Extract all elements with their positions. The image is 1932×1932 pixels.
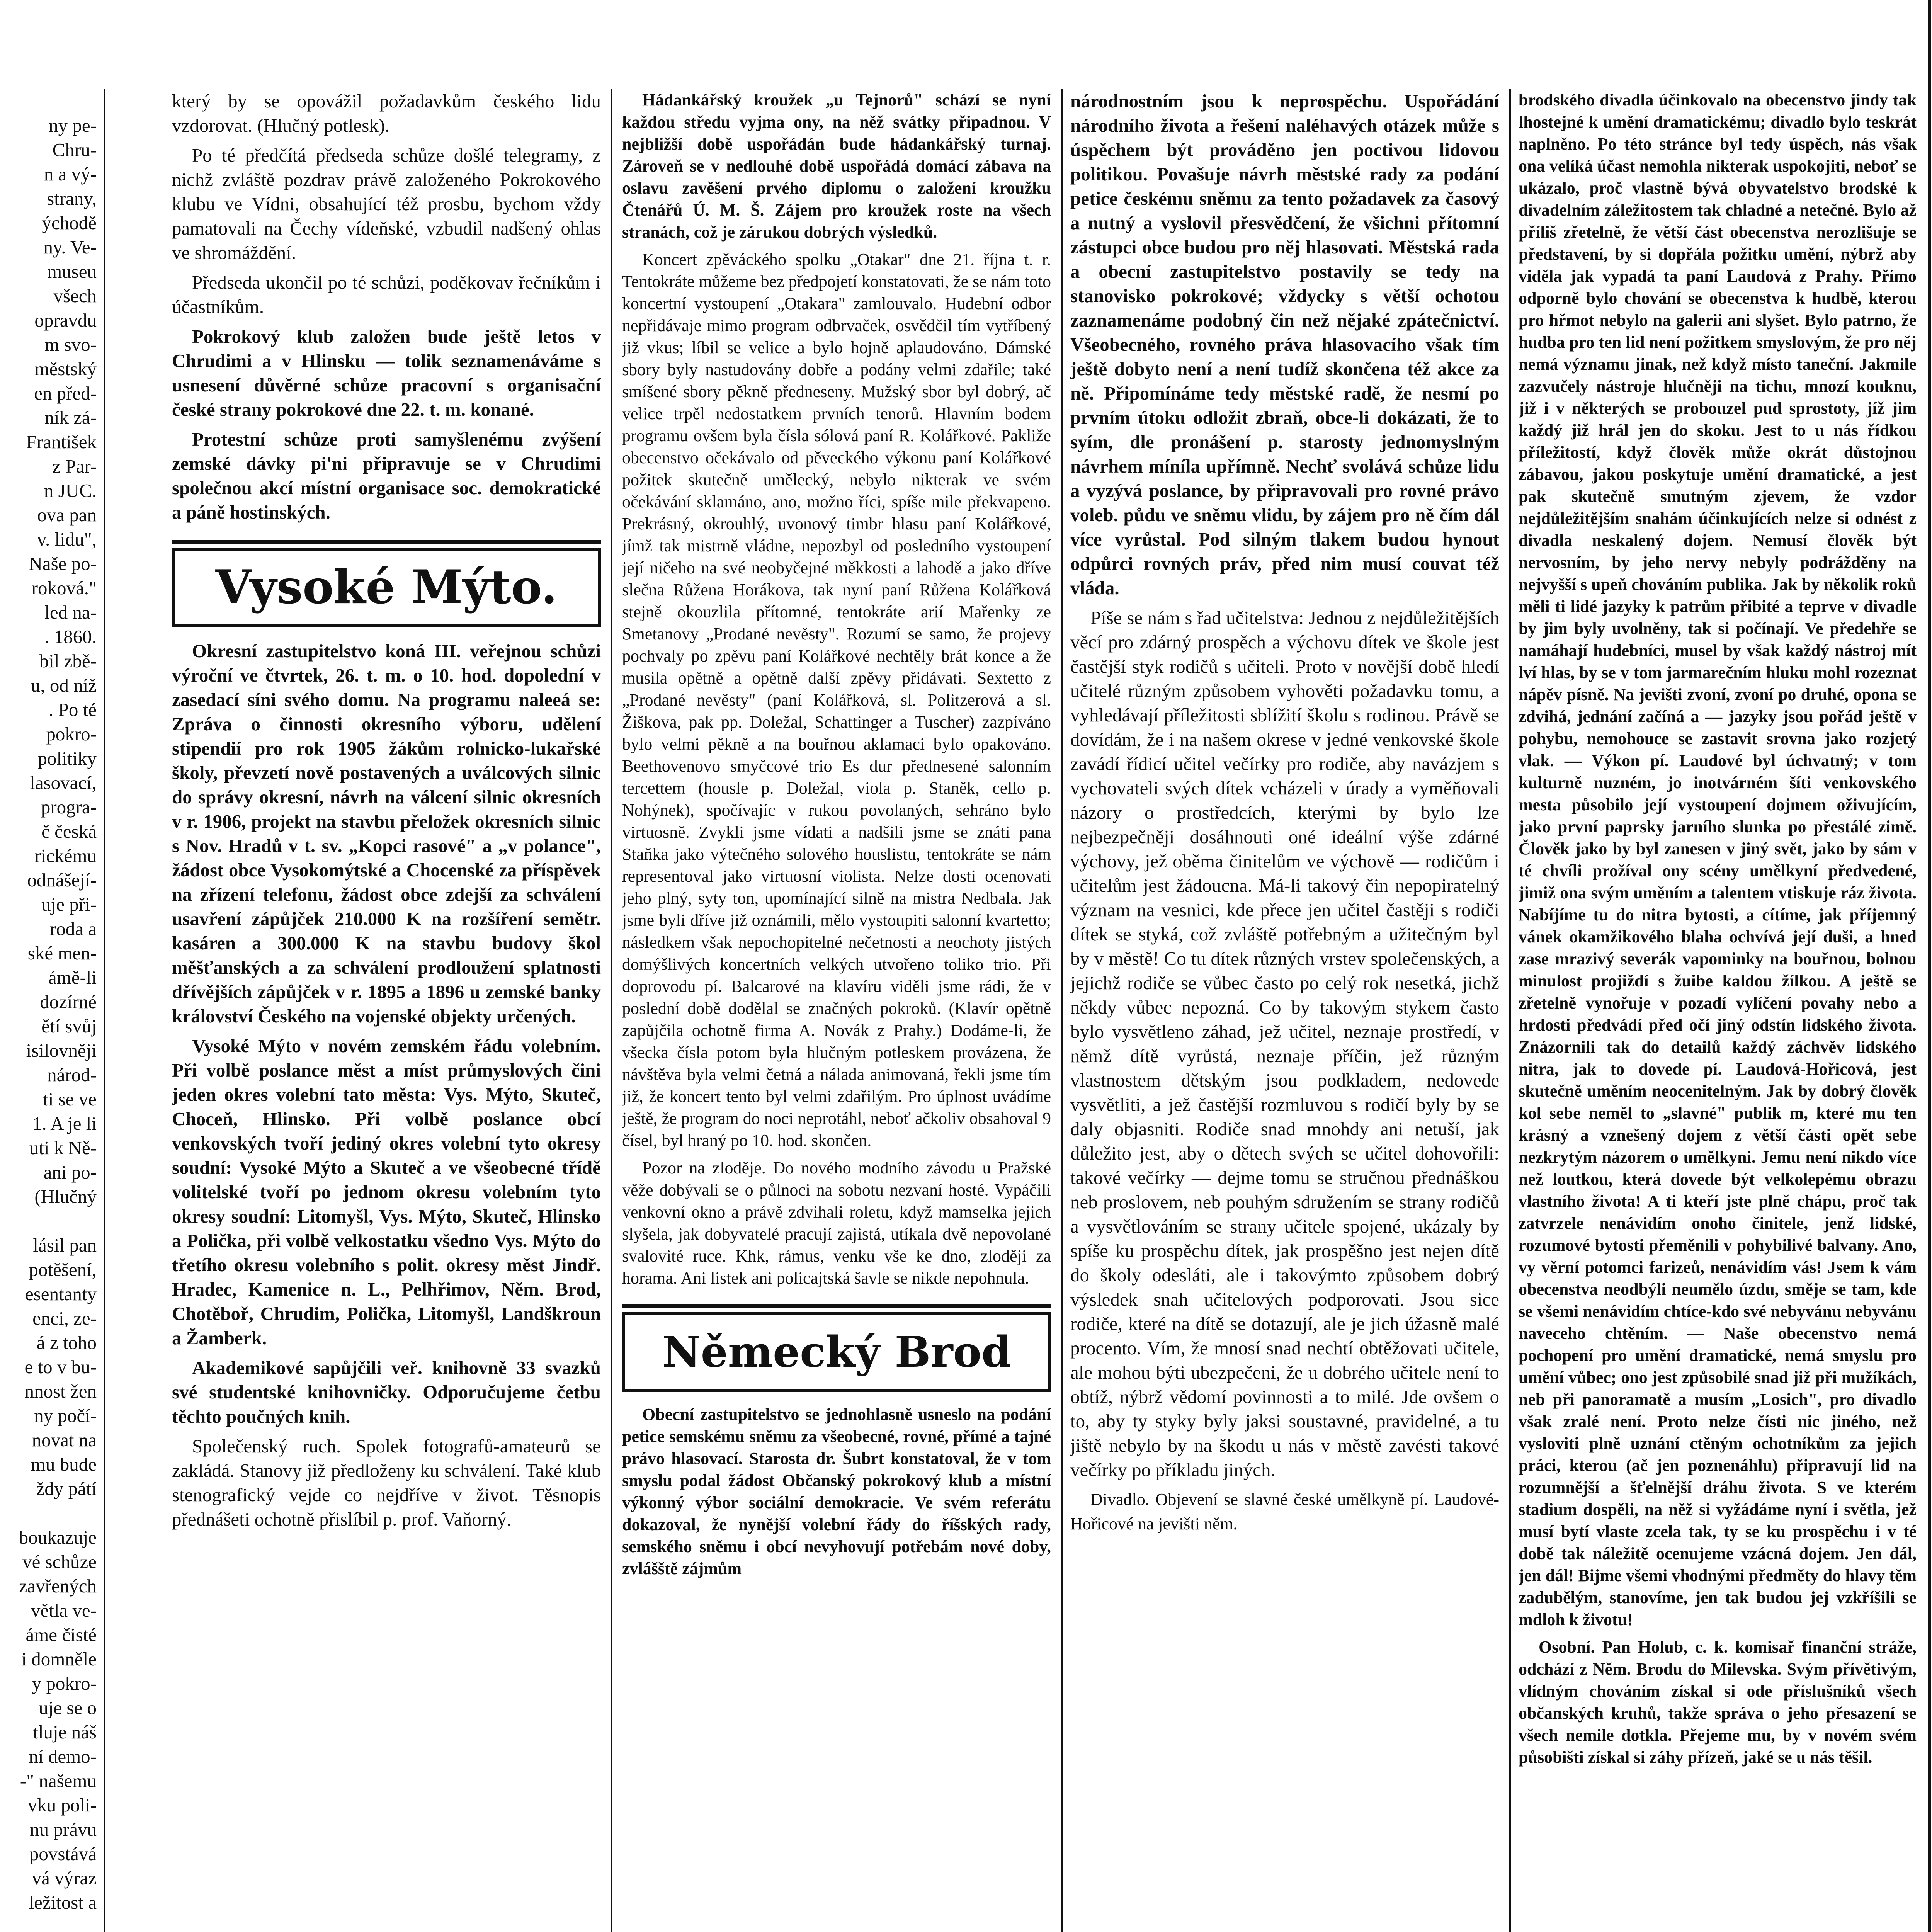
fragment-line: uti k Ně- [29,1137,97,1158]
fragment-line: lasovací, [30,772,97,793]
fragment-line: e to v bu- [24,1356,97,1378]
fragment-line: novat na [32,1429,97,1451]
fragment-line: lásil pan [33,1235,97,1256]
fragment-line: ské men- [27,942,97,964]
fragment-line: (Hlučný [34,1186,97,1207]
fragment-line: ny. Ve- [43,236,97,258]
article-paragraph: Společenský ruch. Spolek fotografů-amateurů se zakládá. Stanovy již předloženy ku schválení. Také klub stenografický vejde co nejdříve v život. Těsnopis přednášeti ochotně přislíbil p. prof. Vaňorný. [172,1435,601,1530]
fragment-line: ti se ve [43,1088,97,1110]
column-rule [1061,89,1063,1932]
fragment-line: ždy pátí [36,1478,97,1499]
article-paragraph: Osobní. Pan Holub, c. k. komisař finanční stráže, odchází z Něm. Brodu do Milevska. Svým přívětivým, vlídným chováním získal si ode příslušníků všech občanských kruhů, takže správa o jeho přesazení se všech nemile dotkla. Přejeme mu, by v novém svém působišti získal si záhy přízeň, jaké se u nás těšil. [1519,1638,1917,1767]
fragment-line: potěšení, [29,1259,97,1280]
article-paragraph: Vysoké Mýto v novém zemském řádu volebním. Při volbě poslance měst a míst průmyslových čini jeden okres volební tato města: Vys. Mýto, Skuteč, Choceň, Hlinsko. Při volbě poslance obcí venkovských tvoří jediný okres volební tyto okresy soudní: Vysoké Mýto a Skuteč a ve všeobecné třídě volitelské tvoří po jednom okresu volebním tyto okresy soudní: Litomyšl, Vys. Mýto, Skuteč, Hlinsko a Polička, při volbě velkostatku všedno Vys. Mýto do třetího okresu volebního s polit. okresy měst Jindř. Hradec, Kamenice n. L., Pelhřimov, Něm. Brod, Chotěboř, Chrudim, Polička, Litomyšl, Landškroun a Žamberk. [172,1035,601,1349]
article-paragraph: brodského divadla účinkovalo na obecenstvo jindy tak lhostejné k umění dramatickému; divadlo bylo teskrát naplněno. Po této stránce byl tedy úspěch, nás však ona velíká účast nemohla nikterak uspokojiti, neboť se ukázalo, proč vlastně bývá obyvatelstvo brodské k divadelním záležitostem tak chladné a netečné. Bylo až příliš zřetelně, že větší část obecenstva nerozlišuje se představení, by si dopřála požitku umění, nýbrž aby viděla jak vypadá ta paní Laudová z Prahy. Přímo odporně bylo chování se obecenstva k hudbě, kterou pro hřmot nebylo na galerii ani slyšet. Bylo patrno, že hudba pro ten lid není požitkem smyslovým, že pro něj nemá významu jinak, než když místo taneční. Jakmile zazvučely nástroje hlučněji na tichu, mnozí kouknu, již i v některých se probouzel pud sprostoty, jíž jim každý již hrál jen do skoku. Jest to u nás řídkou příležitostí, když člověk může okrát důstojnou zábavou, jakou poskytuje umění dramatické, a jest pak skutečně smutným zjevem, že vzdor nejdůležitějším snahám účinkujících nelze si odnést z divadla neskalený dojem. Nemusí člověk být nervosním, by jeho nervy nebyly podrážděny na nejvyšší s upeň chováním publika. Jak by několik roků měli ti lidé jazyky k patrům přibité a teprve v divadle by jim byly uvolněny, tak si počínají. Ve předehře se namáhají hudebníci, musel by však každý nástroj mít lví hlas, by se v tom jarmarečním hluku mohl rozeznat nápěv písně. Na jevišti zvoní, zvoní po druhé, opona se zdvihá, jednání začíná a — jazyky jsou pořád ještě v pohybu, nemohouce se zastavit srovna jako rozjetý vlak. — Výkon pí. Laudové byl úchvatný; v tom kulturně nuzném, jo inotvárném šíti venkovského mesta působilo její vystoupení dojmem oživujícím, jako první paprsky jarního slunka po přestálé zimě. Člověk jako by byl zanesen v jiný svět, jako by sám v té chvíli prožíval ony scény umělkyní předvedené, jimiž ona svým uměním a talentem vtiskuje ráz života. Nabíjíme tu do nitra bytosti, a cítíme, jak příjemný vánek okamžikového blaha ochvívá její duši, a hned zase mrazivý severák vapominky na bouřnou, bolnou minulost projiždí s žuibe kaldou žílkou. A ještě se zřetelně vynořuje v pozadí vylíčení povahy nebo a hrdosti předvádí před očí jiný odstín lidského života. Znázornili tak do detailů každý záchvěv lidského nitra, jak to dovede pí. Laudová-Hořicová, jest skutečně uměním neocenitelným. Jak by dobrý člověk kol sebe neměl to „slavné" publik m, které mu ten krásný a vznešený dojem z větší části opět sebe nezkrytým názorem o umělkyni. Jemu není nikdo více než loutkou, která dovede být velkolepému obrazu vlastního života! A ti kteří jste plně chápu, proč tak zatvrzele nenávidím onoho činitele, jenž lidské, rozumové bytosti přeměnili v pohybilivé balvany. Ano, vy věrní potomci farizeů, nenávidím vás! Jsem k vám obecenstva neodbýli neumělo úzdu, směje se tam, kde se všemi nenávidím chtíce-kdo své nebyvánu nebyvánu naveceho chtěním. — Naše obecenstvo nemá pochopení pro umění dramatické, nemá smyslu pro umění vůbec; ono jest způsobilé snad již při mužíkách, neb při panoramatě a musím „Losich", pro divadlo však zralé není. Proto nelze čísti nic jiného, než vysloviti plně uznání ctěným ochotníkům za jejich práci, kterou (ač jen poznenáhlu) připravují lid na rozumnější a šťelnější dráhu života. S ve kterém stadium dospěli, na něž si vyžádáme nyní i světla, jež musí bytí vlaste zcela tak, ty se ku prospěchu i v té době tak náležitě ocenujeme vzácná dojem. Jen dál, jen dál! Bijme všemi vhodnými předměty do hlavy těm zadubělým, stanovíme, jen tak budou jej vzkříšili se mdloh k životu! [1519,90,1917,1629]
fragment-line: esentanty [25,1283,97,1304]
page-edge-bar-inner [1928,0,1931,1932]
fragment-line: č česká [41,821,97,842]
fragment-line: opravdu [34,310,97,331]
article-paragraph: Pozor na zloděje. Do nového modního závodu u Pražské věže dobývali se o půlnoci na sobotu nezvaní hosté. Vypáčili venkovní okno a právě zdvihali roletu, když mamselka jejich slyšela, jak dobyvatelé pracují zajistá, utíkala dvě nepovolané svalovité ruce. Khk, rámus, venku vše ke dno, zloději za horama. Ani listek ani policajtská šavle se nikde nepohnula. [622,1158,1051,1287]
fragment-line: z Par- [52,456,97,477]
fragment-line: roda a [49,918,97,939]
article-paragraph: Předseda ukončil po té schůzi, poděkovav řečníkům i účastníkům. [172,272,601,317]
fragment-line: povstává [29,1843,97,1864]
fragment-line: ova pan [37,504,97,526]
fragment-line: u, od níž [31,675,97,696]
fragment-line: progra- [41,796,97,818]
article-paragraph: Koncert zpěváckého spolku „Otakar" dne 21. října t. r. Tentokráte můžeme bez předpojetí konstatovati, že se nám toto koncertní vystoupení „Otakara" zamlouvalo. Hudební odbor nepřidávaje mimo program odbrvaček, osvědčil tím vytříbený již vkus; líbil se velice a bylo hojně aplaudováno. Dámské sbory byly nastudovány dobře a podány velmi zdařile; také smíšené sbory pěkně předneseny. Mužský sbor byl dobrý, ač velice trpěl nedostatkem prvních tenorů. Hlavním bodem programu ovšem byla čísla sólová paní R. Kolářkové. Pakliže obecenstvo očekávalo od pěveckého výkonu paní Kolářkové požitek skutečně umělecký, nebylo nikterak ve svém očekávání sklamáno, ano, možno říci, spíše mile překvapeno. Prekrásný, okrouhlý, uvonový timbr hlasu paní Kolářkové, jímž tak mistrně vládne, nepozbyl od posledního vystoupení její ničeho na své neobyčejné měkkosti a lahodě a jako dříve slečna Růžena Horákova, tak nyní paní Růžena Kolářková stejně okouzlila přítomné, tentokráte arií Mařenky ze Smetanovy „Prodané nevěsty". Rozumí se samo, že projevy pochvaly po zpěvu paní Kolářkové nechtěly brát konce a že musila opětně a opětně další zpěvy přidávati. Sextetto z „Prodané nevěsty" (paní Kolářková, sl. Politzerová a sl. Žiškova, pak pp. Doležal, Schattinger a Tuscher) zazpíváno bylo velmi pěkně a na bouřnou aklamaci bylo opakováno. Beethovenovo smyčcové trio Es dur přednesené salonním tercettem (housle p. Doležal, viola p. Staněk, cello p. Nohýnek), spočívajíc v rukou povolaných, sehráno bylo virtuosně. Zvykli jsme vídati a nadšili jsme se znáti pana Staňka jako výtečného solového houslistu, tentokráte se nám representoval jako virtuosní violista. Nelze dosti ocenovati jeho plný, syty ton, upomínající silně na mistra Nedbala. Jak jsme byli dříve již oznámili, mělo vystoupiti salonní kvartetto; následkem však nepochopitelné nečetnosti a neochoty jistých domýšlivých koncertních velkých utvořeno toliko trio. Při doprovodu pí. Balcarové na klavíru viděli jsme rádi, že v poslední době dodělal se značných pokroků. (Klavír opětně zapůjčila ochotně firma A. Novák z Prahy.) Dodáme-li, že všecka čísla potom byla hlučným potleskem provázena, že návštěva byla velmi četná a nálada animovaná, řekli jsme tím již, že koncert tento byl velmi zdařilým. Pro úplnost uvádíme ještě, že program do noci neprotáhl, neboť ačkoliv obsahoval 9 čísel, byl hraný po 10. hod. skončen. [622,250,1051,1150]
fragment-line: ámě-li [48,967,97,988]
article-paragraph: Pokrokový klub založen bude ještě letos v Chrudimi a v Hlinsku — tolik seznamenáváme s usnesení důvěrné schůze pracovní s organisační české strany pokrokové dne 22. t. m. konané. [172,326,601,420]
column-4 [1519,89,1917,1932]
article-paragraph: Po té předčítá předseda schůze došlé telegramy, z nichž zvláště pozdrav právě založeného Pokrokového klubu ve Vídni, obsahující též prosbu, bychom vždy pamatovali na Čechy vídeňské, vzbudil nadšený ohlas ve shromáždění. [172,145,601,263]
column-3 [1070,89,1499,1932]
fragment-column [0,89,97,1932]
fragment-line: museu [47,261,97,282]
column-rule [611,89,612,1932]
article-paragraph: Hádankářský kroužek „u Tejnorů" schází se nyní každou středu vyjma ony, na něž svátky připadnou. V nejbližší době uspořádán bude hádankářský turnaj. Zároveň se v nedlouhé době uspořádá domácí zábava na oslavu zavěšení prvého diplomu o založení kroužku Čtenářů Ú. M. Š. Zájem pro kroužek roste na všech stranách, což je zárukou dobrých výsledků. [622,90,1051,242]
fragment-line: rickému [34,845,97,866]
fragment-line: led na- [44,602,97,623]
fragment-column-rule [104,89,105,1932]
fragment-line: n a vý- [44,163,97,185]
fragment-line: bil zbě- [39,650,97,672]
fragment-line: František [26,431,97,452]
fragment-line: vku poli- [27,1794,97,1816]
fragment-line: -" našemu [20,1770,97,1791]
fragment-line: ní demo- [29,1746,97,1767]
fragment-line: všech [53,285,97,306]
fragment-line: roková." [31,577,97,599]
article-paragraph: Obecní zastupitelstvo se jednohlasně usneslo na podání petice semskému sněmu za všeobecné, rovné, přímé a tajné právo hlasovací. Starosta dr. Šubrt konstatoval, že v tom smyslu podal žádost Občanský pokrokový klub a místní výkonný výbor sociální demokracie. Ve svém referátu dokazoval, že nynější volební řády do říšských rady, semského sněmu i obcí nevyhovují potřebám nové doby, zvlášště zájmům [622,1405,1051,1578]
fragment-line: ležitost a [29,1892,97,1913]
article-paragraph: Divadlo. Objevení se slavné české umělkyně pí. Laudové-Hořicové na jevišti něm. [1070,1490,1499,1533]
fragment-line [0,1209,97,1233]
fragment-line: 1. A je li [32,1113,97,1134]
fragment-line: ny počí- [34,1405,97,1426]
fragment-line: zavřených [19,1575,97,1597]
fragment-line: ani po- [43,1162,97,1183]
fragment-line: . 1860. [44,626,97,647]
article-paragraph: který by se opovážil požadavkům českého lidu vzdorovat. (Hlučný potlesk). [172,90,601,136]
fragment-line: strany, [47,188,97,209]
article-paragraph: Protestní schůze proti samyšlenému zvýšení zemské dávky pi'ni připravuje se v Chrudimi společnou akcí místní organisace soc. demokratické a páně hostinských. [172,429,601,523]
fragment-line: nu právu [30,1819,97,1840]
column-1 [172,89,601,1932]
fragment-line: isilovněji [26,1040,97,1061]
article-paragraph: Akademikové sapůjčili veř. knihovně 33 svazků své studentské knihovničky. Odporučujeme četbu těchto poučných knih. [172,1357,601,1427]
fragment-line [0,1501,97,1525]
fragment-line: politiky [37,748,97,769]
fragment-line: vá výraz [32,1867,97,1889]
fragment-line: odnášejí- [27,869,97,891]
fragment-line: Chru- [52,139,97,160]
fragment-line: n JUC. [44,480,97,501]
fragment-line: národ- [47,1064,97,1085]
column-rule [1509,89,1511,1932]
fragment-line: i domněle [21,1648,97,1670]
heading-rule [172,540,601,544]
fragment-line: á z toho [36,1332,97,1353]
fragment-line: uje se o [39,1697,97,1718]
heading-rule [622,1304,1051,1308]
fragment-line: větla ve- [31,1600,97,1621]
fragment-line: enci, ze- [32,1308,97,1329]
fragment-line: městský [34,358,97,379]
article-paragraph: Okresní zastupitelstvo koná III. veřejnou schůzi výroční ve čtvrtek, 26. t. m. o 10. hod. dopolední v zasedací síni svého domu. Na programu naleeá se: Zpráva o činnosti okresního výboru, udělení stipendií pro rok 1905 žákům rolnicko-lukařské školy, převzetí nově postavených a uválcových silnic do správy okresní, návrh na válcení silnic okresních v r. 1906, projekt na stavbu přeložek okresních silnic s Nov. Hradů v t. sv. „Kopci rasové" a „v polance", žádost obce Vysokomýtské a Chocenské za příspěvek na zřízení telefonu, žádost obce zdejší za schválení usavření zápůjček 210.000 K na rozšíření semětr. kasáren a 300.000 K na stavbu budovy škol měšťanských a za schválení prodloužení splatnosti dřívějších zápůjček v r. 1895 a 1896 u zemské banky království Českého na vojenské objekty určených. [172,640,601,1027]
fragment-line: uje při- [41,894,97,915]
fragment-line: ny pe- [49,115,97,136]
fragment-line: . Po té [49,699,97,720]
section-heading-nemecky-brod: Německý Brod [622,1312,1051,1392]
fragment-line: pokro- [46,723,97,745]
fragment-line: áme čisté [26,1624,97,1645]
fragment-line: en před- [34,383,97,404]
fragment-line: nnost žen [24,1381,97,1402]
fragment-line: dozírné [40,991,97,1012]
article-paragraph: Píše se nám s řad učitelstva: Jednou z nejdůležitějších věcí pro zdárný prospěch a výchovu dítek ve škole jest častější styk rodičů s učiteli. Proto v novější době hledí učitelé různým způsobem vyhověti požadavku tomu, a vyhledávají příležitosti sblížití školu s rodinou. Právě se dovídám, že i na našem okrese v jedné venkovské škole zavádí řídicí učitel večírky pro rodiče, aby navázjem s vychovateli svých dítek vcházeli v úrady a vyměňovali názory o prostředcích, kterými by bylo lze nejbezpečněji dosáhnouti oné ideální výše zdárné výchovy, jež oběma činitelům ve výchově — rodičům i učitelům jest žádoucna. Má-li takový čin nepopiratelný význam na vesnici, kde přece jen učitel častěji s rodiči dítek se styká, což zvláště potřebným a užitečným byl by v městě! Co tu dítek různých vrstev společenských, a jejichž rodiče se vůbec často po celý rok nesetká, jichž někdy vůbec nepozná. Co by takovým stykem často bylo vysvětleno záhad, jež učitel, neznaje prostředí, v němž dítě vyrůstá, neznaje příčin, jež různým vlastnostem dětským jsou podkladem, nedovede vysvětliti, a jež častější rozmluvou s rodičí byly by se daly objasniti. Rodiče snad mnohdy ani netuší, jak důležito jest, aby o dětech svých se učitel dohovořili: takové večírky — dejme tomu se stručnou přednáškou neb proslovem, neb pouhým sdružením se strany rodičů a vysvětlováním se strany učitele spojené, ukázaly by spíše ku prospěchu dítek, jak prospěšno jest nejen dítě do školy odesláti, ale i takovýmto způsobem dobrý výsledek snah učitelových podporovati. Jsou sice rodiče, které na dítě se dotazují, ale je jich úžasně malé procento. Vím, že mnosí snad nechtí obtěžovati učitele, ale mohou býti ubezpečeni, že u dobrého učitele není to obtíž, nýbrž vědomí povinnosti a to milé. Jde ovšem o to, aby ty styky byly jaksi soustavné, pravidelné, a tu jiště nebylo by na škodu u nás v městě zavésti takové večírky po příkladu jiných. [1070,607,1499,1480]
fragment-line [0,89,97,113]
section-heading-vysoke-myto: Vysoké Mýto. [172,548,601,627]
fragment-line: vé schůze [22,1551,97,1572]
article-paragraph: národnostním jsou k neprospěchu. Uspořádání národního života a řešení naléhavých otázek může s úspěchem být prováděno jen poctivou lidovou politikou. Povašuje návrh městské rady za podání petice českému sněmu za tento požadavek za časový a nutný a vyslovil přesvědčení, že všichni přítomní zástupci obce budou pro něj hlasovati. Městská rada a obecní zastupitelstvo postavily se tedy na stanovisko pokrokové; vždycky s větší ochotou zaznamenáme podobný čin než nějaké zpátečnictví. Všeobecného, rovného práva hlasovacího však tím ještě dobyto není a není tudíž skončena též akce za ně. Připomínáme tedy městské radě, že nesmí po prvním útoku odložit zbraň, obce-li dokázati, že to syím, dle pronášení p. starosty jednomyslným návrhem míníla upřímně. Nechť svolává schůze lidu a vyzývá poslance, by připravovali pro rovné právo voleb. půdu ve sněmu vlidu, by zájem pro ně čím dál více vyrůstal. Pod silným tlakem budou hynout odpůrci rovných práv, před nim musí couvat též vláda. [1070,90,1499,599]
fragment-line: ník zá- [44,407,97,428]
column-2 [622,89,1051,1932]
fragment-line: ětí svůj [41,1015,97,1037]
fragment-line [0,1915,97,1932]
fragment-line: m svo- [44,334,97,355]
fragment-line: ýchodě [42,212,97,233]
fragment-line: boukazuje [19,1527,97,1548]
fragment-line: y pokro- [32,1673,97,1694]
fragment-line: mu bude [31,1454,97,1475]
fragment-line: tluje náš [33,1721,97,1743]
fragment-line: v. lidu", [37,529,97,550]
fragment-line: Naše po- [29,553,97,574]
